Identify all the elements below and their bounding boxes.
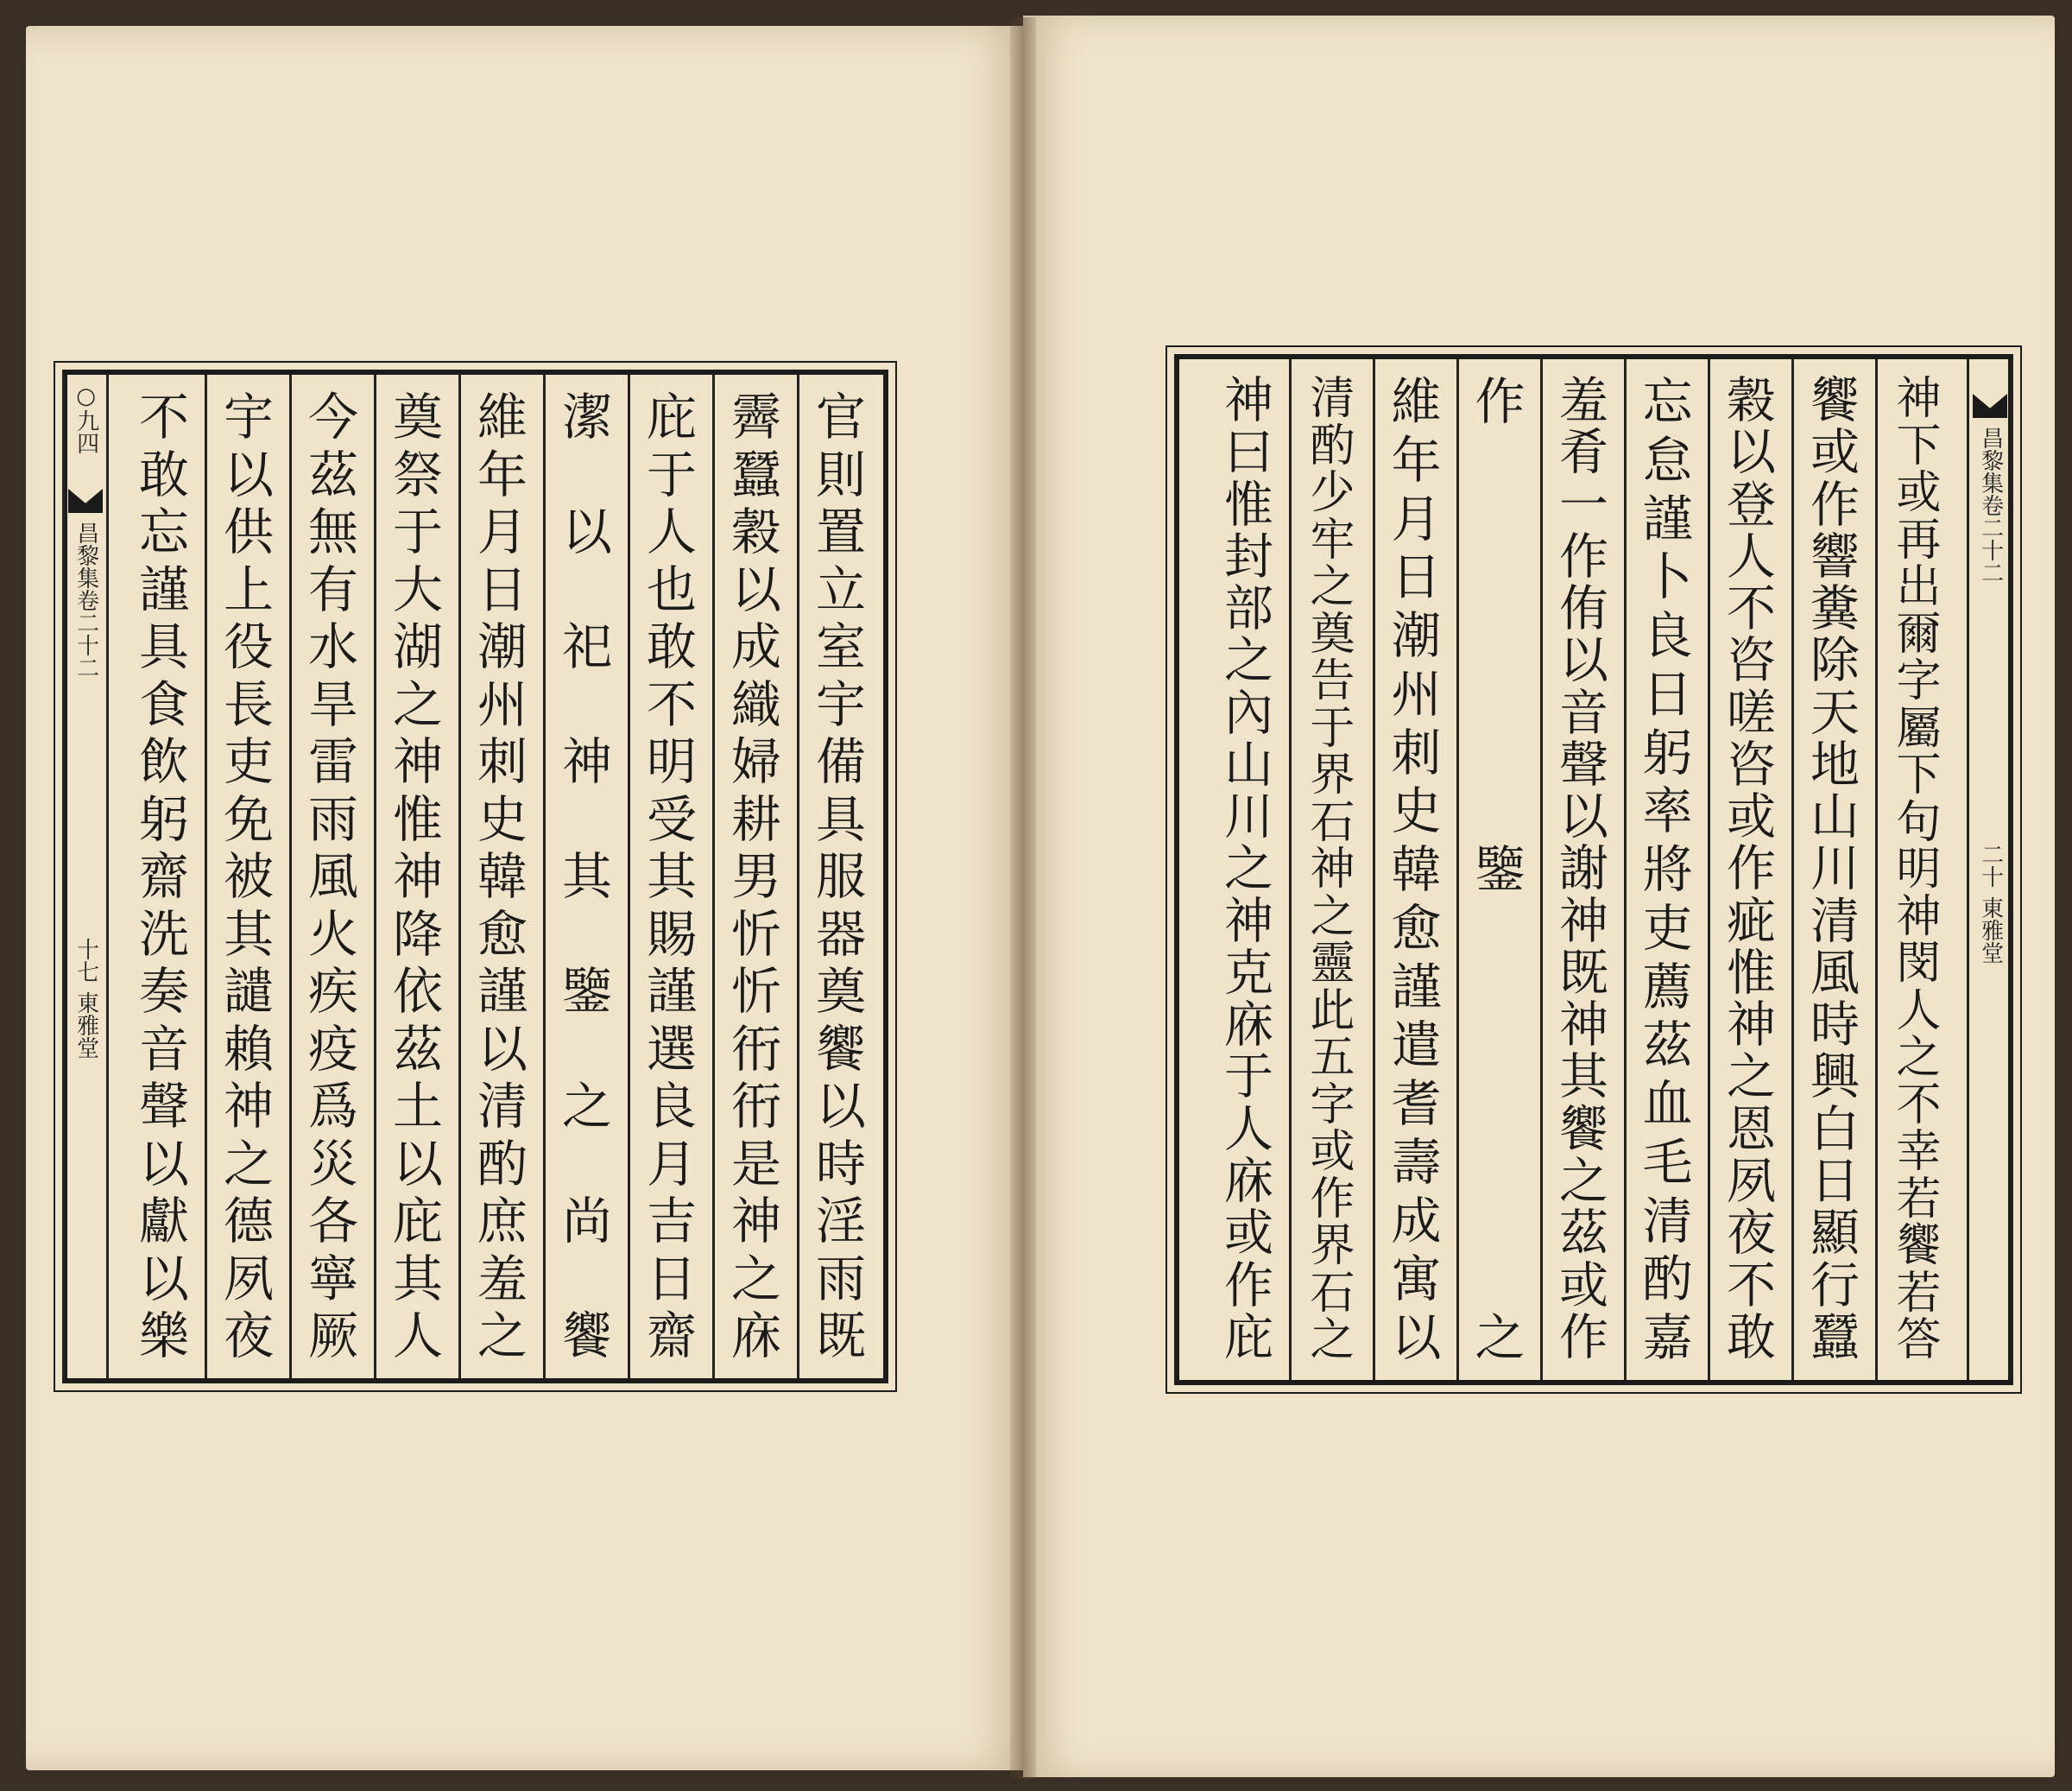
text-column: 羞 肴 一 作 侑 以 音 聲 以 謝 神 既 神 其 饗 之 茲 或 作 xyxy=(1559,372,1608,1366)
text-column: 饗 或 作 響 糞 除 天 地 山 川 清 風 時 興 白 日 顯 行 蠶 xyxy=(1810,372,1860,1366)
text-column: 不 敢 忘 謹 具 食 飲 躬 齋 洗 奏 音 聲 以 獻 以 樂 xyxy=(138,388,189,1365)
left-margin-publisher: 東雅堂 xyxy=(73,991,99,1059)
fish-tail-mark-icon xyxy=(68,489,103,513)
right-margin-title: 昌黎集卷二十二 xyxy=(1977,427,2004,584)
text-column: 維 年 月 日 潮 州 刺 史 韓 愈 謹 遣 耆 壽 成 寓 以 xyxy=(1391,372,1442,1367)
right-text-frame xyxy=(1174,354,2013,1385)
book-gutter xyxy=(1010,17,1036,1779)
text-column: 忘 怠 謹 卜 良 日 躬 率 將 吏 薦 茲 血 毛 清 酌 嘉 xyxy=(1642,372,1693,1367)
text-column: 宇 以 供 上 役 長 吏 免 被 其 譴 賴 神 之 德 夙 夜 xyxy=(223,388,274,1365)
text-column: 官 則 置 立 室 宇 備 具 服 器 奠 饗 以 時 淫 雨 既 xyxy=(815,388,866,1365)
fish-tail-mark-icon xyxy=(1973,394,2007,418)
text-column: 今 茲 無 有 水 旱 雷 雨 風 火 疾 疫 爲 災 各 寧 厥 xyxy=(307,388,358,1365)
text-column: 神 曰 惟 封 部 之 內 山 川 之 神 克 庥 于 人 庥 或 作 庇 xyxy=(1224,372,1273,1366)
text-column: 潔 以 祀 神 其 鑒 之 尚 饗 xyxy=(561,388,612,1365)
right-margin-publisher: 東雅堂 xyxy=(1977,896,2004,964)
left-text-frame xyxy=(62,370,888,1383)
text-column: 作 鑒 之 xyxy=(1475,372,1526,1367)
right-margin-column xyxy=(1967,359,2013,1380)
text-column: 庇 于 人 也 敢 不 明 受 其 賜 謹 選 良 月 吉 日 齋 xyxy=(646,388,697,1365)
text-column: 霽 蠶 穀 以 成 織 婦 耕 男 忻 忻 衎 衎 是 神 之 庥 xyxy=(730,388,781,1365)
text-column: 清 酌 少 牢 之 奠 告 于 界 石 神 之 靈 此 五 字 或 作 界 石 之 xyxy=(1310,373,1355,1366)
text-column: 神 下 或 再 出 爾 字 屬 下 句 明 神 閔 人 之 不 幸 若 饗 若 答 xyxy=(1896,373,1942,1366)
left-margin-pagenum: ○九四 xyxy=(73,383,99,454)
text-column: 維 年 月 日 潮 州 刺 史 韓 愈 謹 以 清 酌 庶 羞 之 xyxy=(477,388,527,1365)
left-margin-leaf: 十七 xyxy=(73,938,99,983)
left-margin-title: 昌黎集卷二十二 xyxy=(73,522,99,679)
right-margin-leaf: 二十 xyxy=(1977,843,2004,888)
text-column: 穀 以 登 人 不 咨 嗟 咨 或 作 疵 惟 神 之 恩 夙 夜 不 敢 xyxy=(1727,372,1776,1366)
left-margin-column xyxy=(62,375,109,1378)
text-column: 奠 祭 于 大 湖 之 神 惟 神 降 依 茲 土 以 庇 其 人 xyxy=(392,388,443,1365)
